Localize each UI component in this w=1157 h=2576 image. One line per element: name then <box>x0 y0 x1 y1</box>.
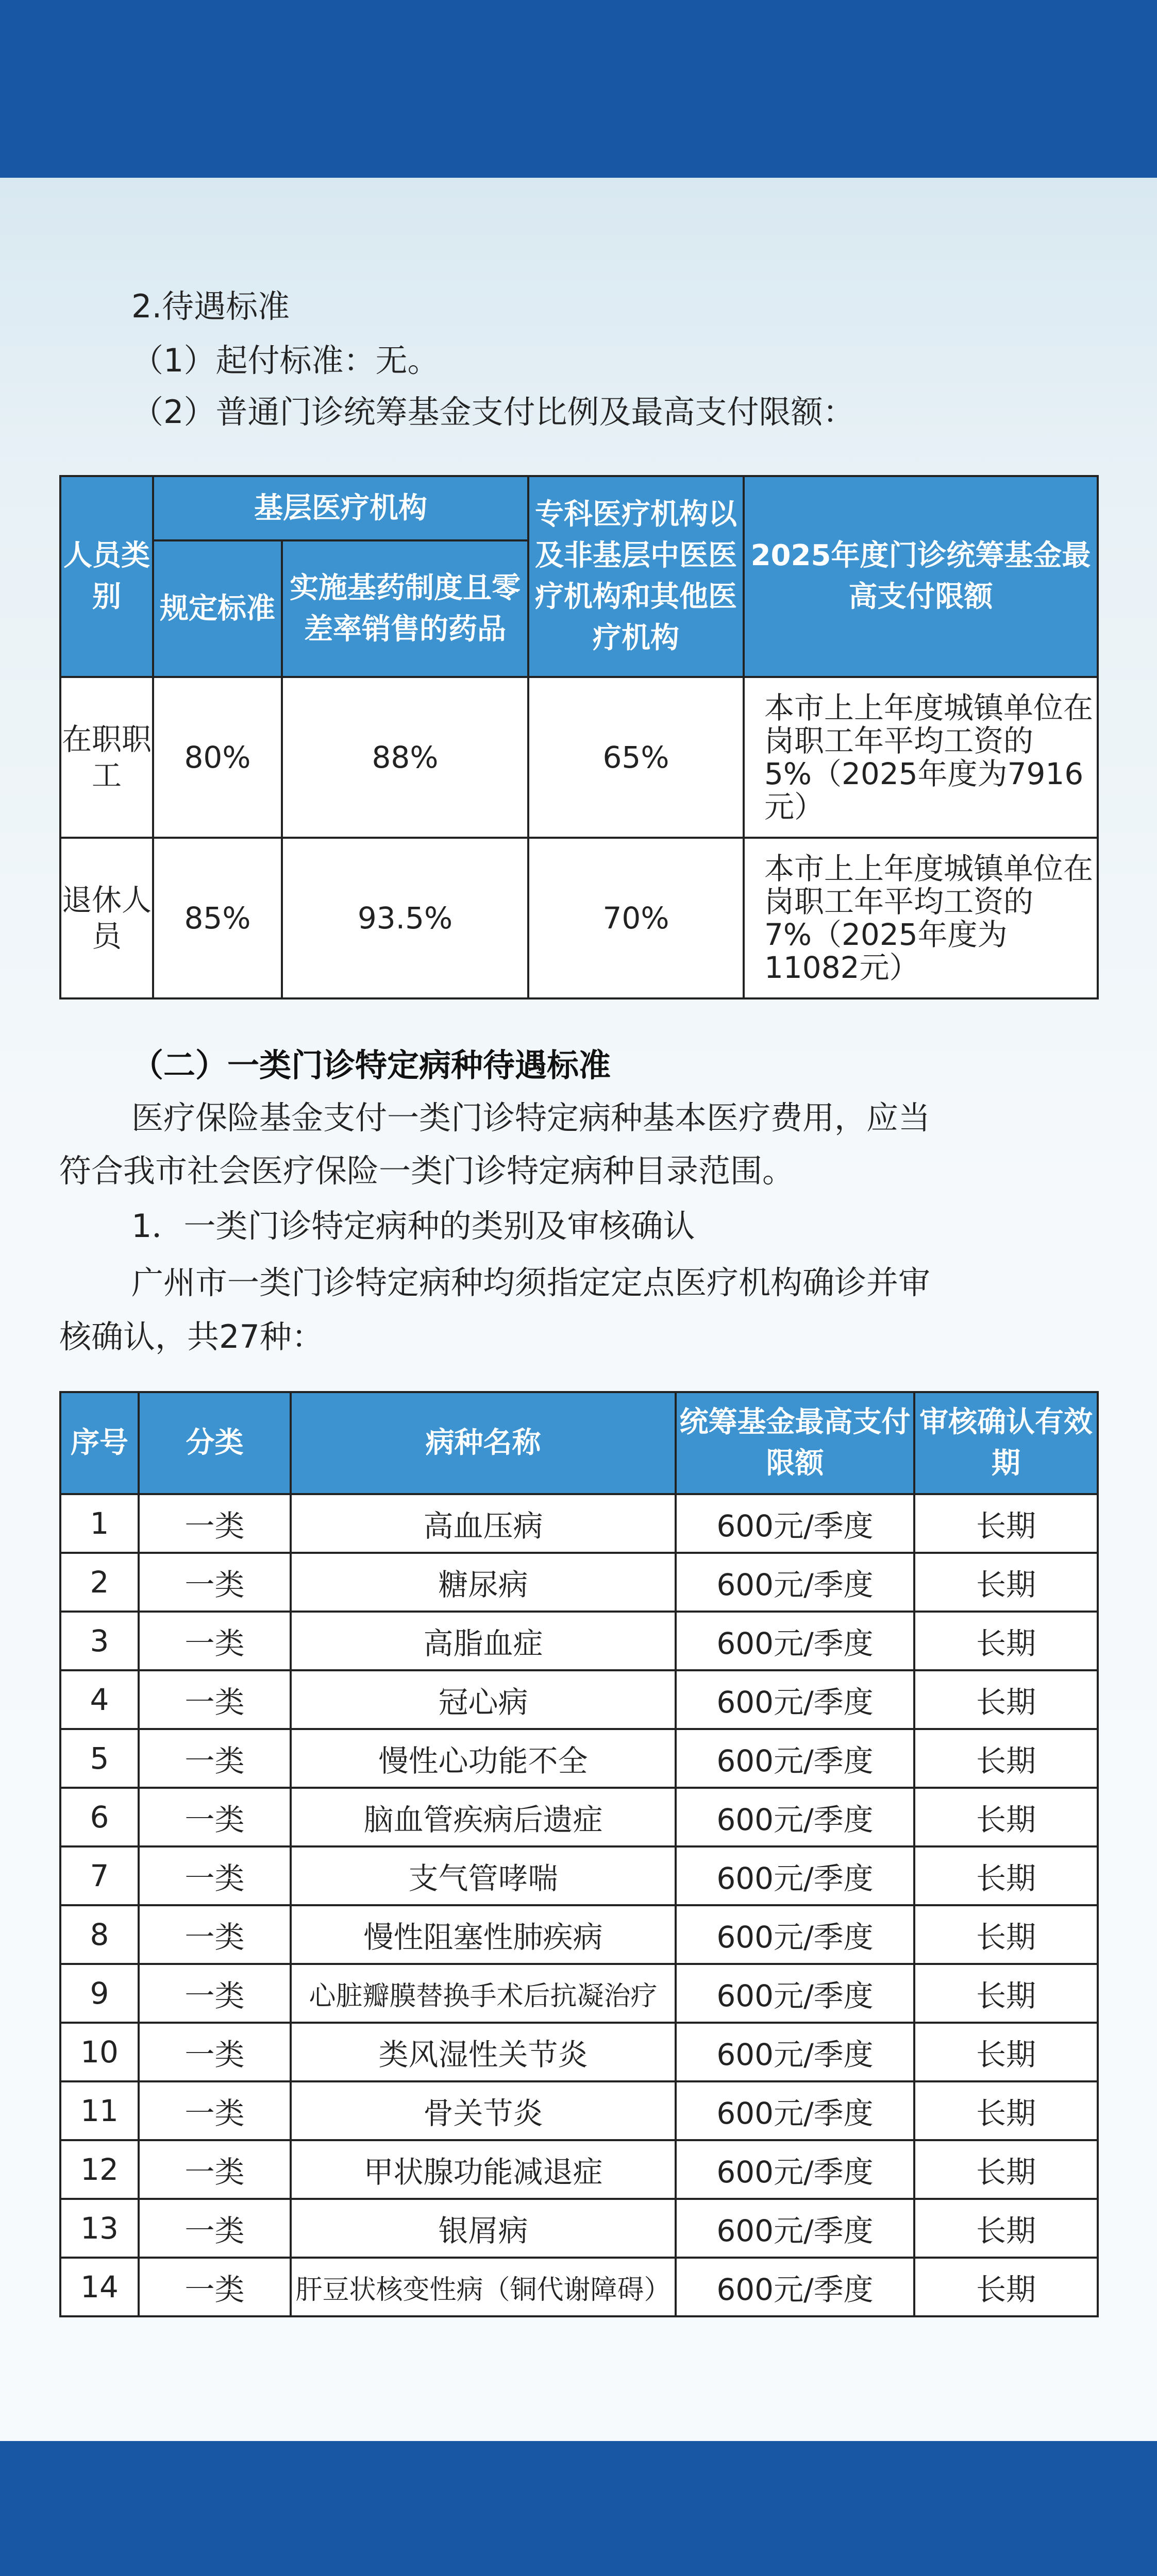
body-paragraph: 核确认，共27种： <box>59 1318 324 1355</box>
disease-name-cell: 高脂血症 <box>291 1612 676 1670</box>
max-payment-cell: 600元/季度 <box>676 1729 914 1788</box>
disease-name-cell: 银屑病 <box>291 2199 676 2258</box>
table-row <box>60 2081 1098 2140</box>
validity-cell: 长期 <box>914 1553 1098 1612</box>
type-cell: 一类 <box>139 2023 291 2081</box>
disease-name-cell: 骨关节炎 <box>291 2081 676 2140</box>
header-type: 分类 <box>139 1392 291 1494</box>
limit-cell: 本市上上年度城镇单位在岗职工年平均工资的7%（2025年度为11082元） <box>744 838 1098 998</box>
validity-cell: 长期 <box>914 1964 1098 2023</box>
table-row <box>60 1729 1098 1788</box>
table-row <box>60 1964 1098 2023</box>
person-category-cell: 在职职工 <box>60 677 153 838</box>
disease-name-cell: 冠心病 <box>291 1670 676 1729</box>
row-number-cell: 7 <box>60 1846 139 1905</box>
treatment-standard-heading: 2.待遇标准 <box>131 287 290 325</box>
disease-name-cell: 类风湿性关节炎 <box>291 2023 676 2081</box>
body-paragraph: 符合我市社会医疗保险一类门诊特定病种目录范围。 <box>59 1152 795 1190</box>
body-paragraph: 广州市一类门诊特定病种均须指定定点医疗机构确诊并审 <box>131 1264 931 1301</box>
validity-cell: 长期 <box>914 1846 1098 1905</box>
row-number-cell: 11 <box>60 2081 139 2140</box>
validity-cell: 长期 <box>914 1905 1098 1964</box>
table-row <box>60 1846 1098 1905</box>
row-number-cell: 6 <box>60 1788 139 1846</box>
table-row <box>60 677 1098 838</box>
payment-ratio-text: （2）普通门诊统筹基金支付比例及最高支付限额： <box>131 393 855 431</box>
table-row <box>60 838 1098 998</box>
body-paragraph: 医疗保险基金支付一类门诊特定病种基本医疗费用，应当 <box>131 1099 931 1137</box>
max-payment-cell: 600元/季度 <box>676 1846 914 1905</box>
type-cell: 一类 <box>139 1494 291 1553</box>
max-payment-cell: 600元/季度 <box>676 2023 914 2081</box>
type-cell: 一类 <box>139 1553 291 1612</box>
validity-cell: 长期 <box>914 2140 1098 2199</box>
specialist-ratio-cell: 70% <box>528 838 744 998</box>
table-row <box>60 1788 1098 1846</box>
table-row <box>60 2199 1098 2258</box>
type-cell: 一类 <box>139 1846 291 1905</box>
header-annual-limit: 2025年度门诊统筹基金最高支付限额 <box>744 476 1098 677</box>
disease-name-cell: 慢性心功能不全 <box>291 1729 676 1788</box>
specialist-ratio-cell: 65% <box>528 677 744 838</box>
row-number-cell: 4 <box>60 1670 139 1729</box>
validity-cell: 长期 <box>914 2199 1098 2258</box>
table-row <box>60 2023 1098 2081</box>
disease-name-cell: 糖尿病 <box>291 1553 676 1612</box>
disease-name-cell: 高血压病 <box>291 1494 676 1553</box>
type-cell: 一类 <box>139 2258 291 2316</box>
type-cell: 一类 <box>139 2199 291 2258</box>
disease-table <box>59 1391 1099 2317</box>
row-number-cell: 13 <box>60 2199 139 2258</box>
table-row <box>60 1905 1098 1964</box>
type-cell: 一类 <box>139 1729 291 1788</box>
row-number-cell: 10 <box>60 2023 139 2081</box>
disease-name-cell: 脑血管疾病后遗症 <box>291 1788 676 1846</box>
limit-cell: 本市上上年度城镇单位在岗职工年平均工资的5%（2025年度为7916元） <box>744 677 1098 838</box>
subsection-heading: 1．一类门诊特定病种的类别及审核确认 <box>131 1207 695 1245</box>
top-banner <box>0 0 1157 178</box>
max-payment-cell: 600元/季度 <box>676 1964 914 2023</box>
regular-ratio-cell: 80% <box>153 677 282 838</box>
max-payment-cell: 600元/季度 <box>676 2199 914 2258</box>
type-cell: 一类 <box>139 1964 291 2023</box>
bottom-banner <box>0 2441 1157 2576</box>
header-regular-standard: 规定标准 <box>153 540 282 677</box>
row-number-cell: 9 <box>60 1964 139 2023</box>
max-payment-cell: 600元/季度 <box>676 1612 914 1670</box>
row-number-cell: 3 <box>60 1612 139 1670</box>
row-number-cell: 8 <box>60 1905 139 1964</box>
header-number: 序号 <box>60 1392 139 1494</box>
max-payment-cell: 600元/季度 <box>676 1905 914 1964</box>
validity-cell: 长期 <box>914 2081 1098 2140</box>
max-payment-cell: 600元/季度 <box>676 1553 914 1612</box>
max-payment-cell: 600元/季度 <box>676 2140 914 2199</box>
type-cell: 一类 <box>139 1788 291 1846</box>
deductible-text: （1）起付标准：无。 <box>131 342 440 379</box>
table-row <box>60 2140 1098 2199</box>
row-number-cell: 12 <box>60 2140 139 2199</box>
disease-name-cell: 慢性阻塞性肺疾病 <box>291 1905 676 1964</box>
table-row <box>60 1553 1098 1612</box>
max-payment-cell: 600元/季度 <box>676 2258 914 2316</box>
type-cell: 一类 <box>139 1670 291 1729</box>
max-payment-cell: 600元/季度 <box>676 1670 914 1729</box>
header-validity: 审核确认有效期 <box>914 1392 1098 1494</box>
validity-cell: 长期 <box>914 2023 1098 2081</box>
validity-cell: 长期 <box>914 1729 1098 1788</box>
header-person-category: 人员类别 <box>60 476 153 677</box>
row-number-cell: 2 <box>60 1553 139 1612</box>
disease-name-cell: 支气管哮喘 <box>291 1846 676 1905</box>
row-number-cell: 14 <box>60 2258 139 2316</box>
header-basic-institution: 基层医疗机构 <box>153 476 528 540</box>
table-row <box>60 1494 1098 1553</box>
header-essential-drugs: 实施基药制度且零差率销售的药品 <box>282 540 528 677</box>
table-row <box>60 2258 1098 2316</box>
regular-ratio-cell: 85% <box>153 838 282 998</box>
type-cell: 一类 <box>139 1905 291 1964</box>
table-row <box>60 1670 1098 1729</box>
header-max-payment: 统筹基金最高支付限额 <box>676 1392 914 1494</box>
row-number-cell: 1 <box>60 1494 139 1553</box>
validity-cell: 长期 <box>914 2258 1098 2316</box>
max-payment-cell: 600元/季度 <box>676 1494 914 1553</box>
validity-cell: 长期 <box>914 1612 1098 1670</box>
validity-cell: 长期 <box>914 1670 1098 1729</box>
table-row <box>60 1612 1098 1670</box>
type-cell: 一类 <box>139 1612 291 1670</box>
section-title: （二）一类门诊特定病种待遇标准 <box>131 1046 611 1084</box>
row-number-cell: 5 <box>60 1729 139 1788</box>
validity-cell: 长期 <box>914 1494 1098 1553</box>
validity-cell: 长期 <box>914 1788 1098 1846</box>
header-disease-name: 病种名称 <box>291 1392 676 1494</box>
max-payment-cell: 600元/季度 <box>676 2081 914 2140</box>
disease-name-cell: 肝豆状核变性病（铜代谢障碍） <box>291 2258 676 2316</box>
essential-ratio-cell: 88% <box>282 677 528 838</box>
type-cell: 一类 <box>139 2140 291 2199</box>
outpatient-ratio-table <box>59 475 1099 999</box>
disease-name-cell: 心脏瓣膜替换手术后抗凝治疗 <box>291 1964 676 2023</box>
essential-ratio-cell: 93.5% <box>282 838 528 998</box>
disease-name-cell: 甲状腺功能减退症 <box>291 2140 676 2199</box>
max-payment-cell: 600元/季度 <box>676 1788 914 1846</box>
header-specialist-institution: 专科医疗机构以及非基层中医医疗机构和其他医疗机构 <box>528 476 744 677</box>
person-category-cell: 退休人员 <box>60 838 153 998</box>
type-cell: 一类 <box>139 2081 291 2140</box>
